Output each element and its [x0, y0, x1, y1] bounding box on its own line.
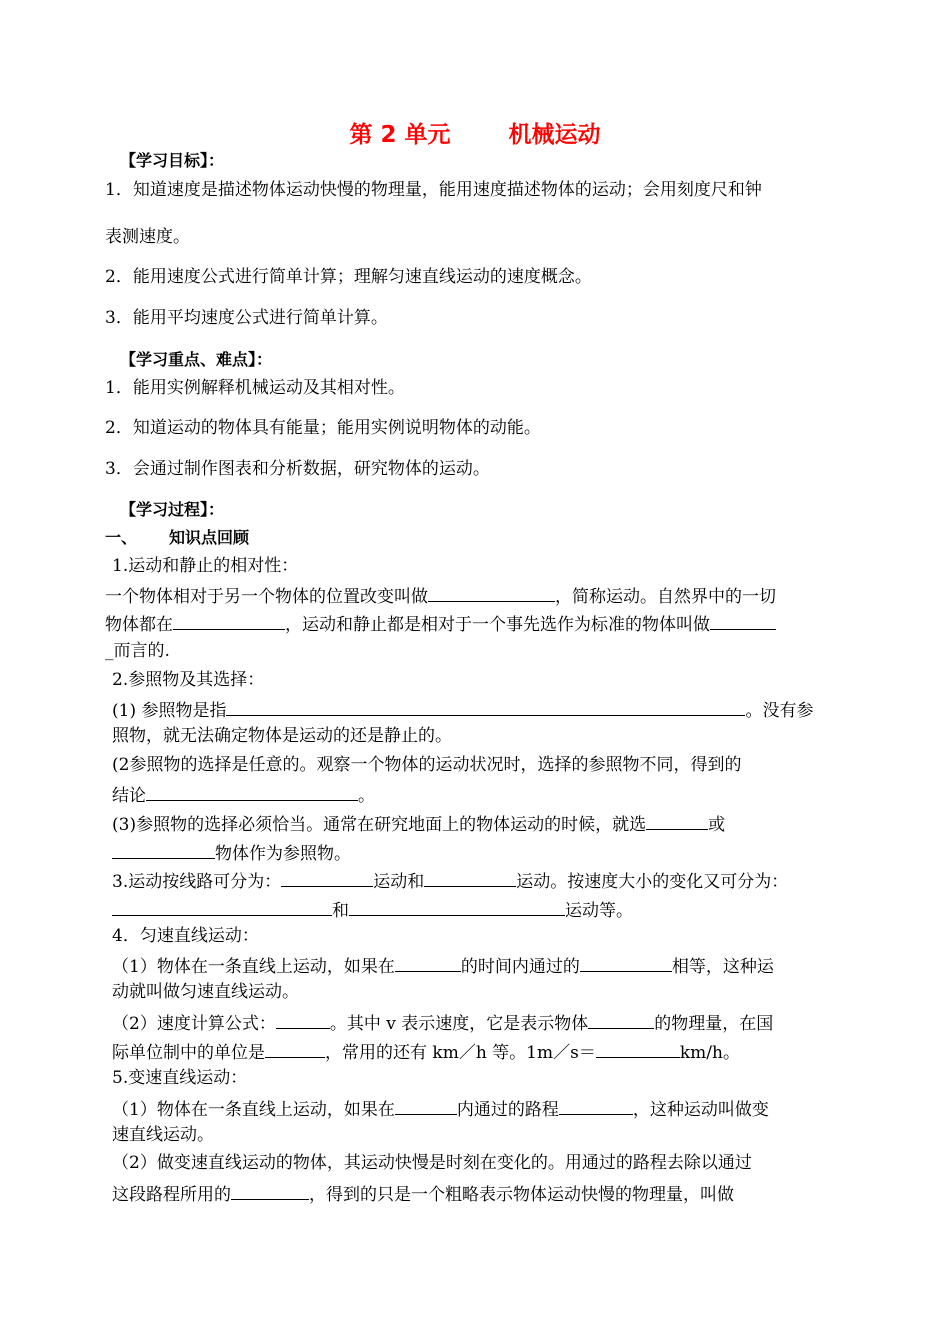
question-title: 2.参照物及其选择：	[112, 670, 265, 690]
question-line: _而言的.	[105, 641, 170, 661]
question-line: 速直线运动。	[112, 1125, 214, 1145]
process-heading: 【学习过程】：	[120, 500, 225, 519]
question-line: 和 运动等。	[112, 898, 633, 921]
page-title	[0, 116, 950, 149]
key-point-item: 2．知道运动的物体具有能量；能用实例说明物体的动能。	[105, 418, 541, 438]
goals-heading: 【学习目标】：	[120, 151, 225, 170]
answer-blank[interactable]	[428, 584, 555, 602]
topic-label: 机械运动	[508, 122, 601, 148]
answer-blank[interactable]	[349, 898, 565, 916]
goal-item: 表测速度。	[105, 227, 190, 247]
goal-item: 1．知道速度是描述物体运动快慢的物理量，能用速度描述物体的运动；会用刻度尺和钟	[105, 180, 762, 200]
question-line: （1）物体在一条直线上运动，如果在 的时间内通过的 相等，这种运	[112, 954, 774, 977]
answer-blank[interactable]	[588, 1011, 654, 1029]
question-line: 一个物体相对于另一个物体的位置改变叫做 ，简称运动。自然界中的一切	[105, 584, 776, 607]
question-title: 1.运动和静止的相对性：	[112, 556, 299, 576]
answer-blank[interactable]	[173, 612, 285, 630]
question-line: 动就叫做匀速直线运动。	[112, 982, 299, 1002]
answer-blank[interactable]	[112, 841, 215, 859]
key-points-heading: 【学习重点、难点】：	[120, 350, 273, 369]
question-line: （2）速度计算公式： 。其中 v 表示速度，它是表示物体 的物理量，在国	[112, 1011, 773, 1034]
question-line: (3)参照物的选择必须恰当。通常在研究地面上的物体运动的时候，就选 或	[112, 812, 725, 835]
answer-blank[interactable]	[395, 1097, 457, 1115]
answer-blank[interactable]	[395, 954, 461, 972]
answer-blank[interactable]	[276, 1011, 330, 1029]
answer-blank[interactable]	[112, 898, 332, 916]
answer-blank[interactable]	[281, 869, 373, 887]
answer-blank[interactable]	[146, 783, 358, 801]
question-line: （1）物体在一条直线上运动，如果在 内通过的路程 ，这种运动叫做变	[112, 1097, 769, 1120]
key-point-item: 1．能用实例解释机械运动及其相对性。	[105, 378, 405, 398]
section-number: 一、	[105, 528, 138, 547]
section-heading	[105, 528, 249, 547]
answer-blank[interactable]	[580, 954, 672, 972]
answer-blank[interactable]	[559, 1097, 633, 1115]
question-line: 际单位制中的单位是 ，常用的还有 km／h 等。1m／s＝ km/h。	[112, 1040, 740, 1063]
question-line: 3.运动按线路可分为： 运动和 运动。按速度大小的变化又可分为：	[112, 869, 788, 892]
section-title: 知识点回顾	[169, 528, 250, 547]
question-line: 物体都在 ，运动和静止都是相对于一个事先选作为标准的物体叫做	[105, 612, 776, 635]
answer-blank[interactable]	[231, 1182, 309, 1200]
question-line: (1) 参照物是指 。没有参	[112, 698, 813, 721]
question-line: (2参照物的选择是任意的。观察一个物体的运动状况时，选择的参照物不同，得到的	[112, 755, 742, 775]
goal-item: 3．能用平均速度公式进行简单计算。	[105, 308, 388, 328]
answer-blank[interactable]	[424, 869, 516, 887]
answer-blank[interactable]	[596, 1040, 680, 1058]
question-line: 这段路程所用的 ，得到的只是一个粗略表示物体运动快慢的物理量，叫做	[112, 1182, 734, 1205]
question-title: 5.变速直线运动：	[112, 1068, 248, 1088]
question-line: （2）做变速直线运动的物体，其运动快慢是时刻在变化的。用通过的路程去除以通过	[112, 1153, 752, 1173]
unit-label: 第 2 单元	[349, 122, 451, 148]
answer-blank[interactable]	[226, 698, 745, 716]
answer-blank[interactable]	[265, 1040, 325, 1058]
answer-blank[interactable]	[710, 612, 776, 630]
question-title: 4．匀速直线运动：	[112, 926, 259, 946]
question-line: 照物，就无法确定物体是运动的还是静止的。	[112, 726, 452, 746]
goal-item: 2．能用速度公式进行简单计算；理解匀速直线运动的速度概念。	[105, 267, 592, 287]
key-point-item: 3．会通过制作图表和分析数据，研究物体的运动。	[105, 459, 490, 479]
question-line: 结论 。	[112, 783, 375, 806]
answer-blank[interactable]	[646, 812, 708, 830]
question-line: 物体作为参照物。	[112, 841, 351, 864]
